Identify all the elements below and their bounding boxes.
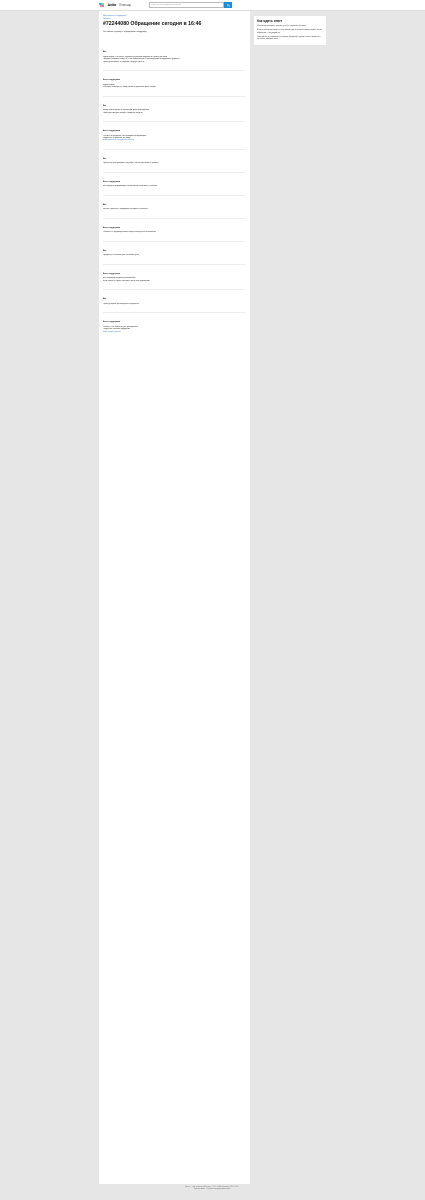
message-line: Мы передали информацию специалистам и вернёмся с ответом. xyxy=(103,185,158,188)
avito-logo-icon xyxy=(99,3,106,8)
message-author: Вы xyxy=(103,157,107,160)
message-item xyxy=(103,289,246,312)
message-line: Продавец отправил товар не в той комплектации, а при получении обнаружились дефекты. xyxy=(103,58,180,61)
message-line: Номер заказа указан в обращении, фото прикладываю. xyxy=(103,109,150,112)
message-line: Здравствуйте, я осталась недовольна работой продавца и службы доставки. xyxy=(103,55,168,58)
message-line: Спасибо, что написали, уже разбираемся. xyxy=(103,325,139,328)
sidebar-paragraph: Пожалуйста, не отправляйте несколько обращений с одним и тем же вопросом — это только замедлит ответ. xyxy=(257,35,322,41)
message-author: Вы xyxy=(103,249,107,252)
message-item xyxy=(103,172,246,195)
message-item xyxy=(103,43,246,70)
page-footer xyxy=(99,1187,325,1191)
message-item xyxy=(103,70,246,95)
breadcrumb-link[interactable]: Запросы xyxy=(103,17,111,20)
message-line: Прошу ускорить рассмотрение обращения. xyxy=(103,302,140,305)
sidebar-title: Как ждать ответ xyxy=(257,19,283,23)
page-title: #72244080 Обращение сегодня в 16:46 xyxy=(103,21,202,28)
message-item xyxy=(103,121,246,149)
avito-logo[interactable] xyxy=(99,3,131,8)
message-line: Как мне связаться с продавцом, который не отвечает? xyxy=(103,208,149,211)
message-line: Прошу рассмотреть вопрос о возврате средств. xyxy=(103,111,143,114)
message-line: Подробнее о правилах доставки: xyxy=(103,136,131,139)
breadcrumb-link[interactable]: Мои вопросы в поддержку xyxy=(103,15,127,17)
sidebar-paragraph: Обычно мы отвечаем в течение суток (но стараемся быстрее). xyxy=(257,25,307,27)
message-line: Подробнее о работе поддержки: xyxy=(103,328,131,331)
ticket-thread xyxy=(99,11,250,1184)
page-lead: Это личная страница с обращением в поддержку. xyxy=(103,30,147,33)
message-author: Вы xyxy=(103,298,107,301)
message-line: Спасибо за ожидание, мы проверили информацию. xyxy=(103,134,147,137)
sidebar-info xyxy=(254,16,326,45)
message-item xyxy=(103,149,246,172)
logo-text: Avito xyxy=(107,2,117,7)
message-item xyxy=(103,264,246,289)
message-list xyxy=(103,43,246,340)
message-line: Мы направили продавцу напоминание. xyxy=(103,277,136,280)
sidebar-paragraph: Если вы забыли рассказать что-то важное, просто оставьте комментарий в том же обращении — мы увидим его. xyxy=(257,29,322,34)
footer-links[interactable]: Правила Авито · Политика конфиденциальности xyxy=(193,1189,231,1191)
logo-subtitle: Помощь xyxy=(118,2,132,7)
message-author: Вы xyxy=(103,203,107,206)
top-header xyxy=(0,0,425,11)
search-button[interactable] xyxy=(224,2,232,8)
message-line: Если ответа не будет, сообщите нам в этом обращении. xyxy=(103,279,150,282)
breadcrumb xyxy=(103,15,246,20)
footer-copyright: Авито — сайт объявлений России. © ООО «КЕХ еКоммерц» 2007–2024. xyxy=(185,1187,239,1188)
message-line: Прошу разобраться в ситуации и вернуть деньги. xyxy=(103,60,145,63)
search-icon xyxy=(227,4,230,7)
message-item xyxy=(103,96,246,121)
message-author: Агент поддержки xyxy=(103,226,121,229)
message-line: Уточните, пожалуйста, номер заказа и приложите фото товара. xyxy=(103,86,157,89)
message-line: Продавец не отвечает уже несколько дней. xyxy=(103,254,140,257)
message-item xyxy=(103,218,246,241)
message-link[interactable]: https://www.avito.ru/legal/rules/delivery xyxy=(103,139,134,142)
message-author: Агент поддержки xyxy=(103,321,121,324)
message-line: Здравствуйте, xyxy=(103,83,115,86)
message-link[interactable]: https://support.avito.ru xyxy=(103,330,121,333)
message-line: Прошу ещё раз проверить ситуацию, так как проблема не решена. xyxy=(103,162,159,165)
message-author: Агент поддержки xyxy=(103,129,121,132)
message-item xyxy=(103,312,246,340)
search-input[interactable]: Поиск по всем вопросам и ответам xyxy=(149,2,224,8)
message-author: Вы xyxy=(103,104,107,107)
message-author: Агент поддержки xyxy=(103,272,121,275)
message-author: Вы xyxy=(103,51,107,54)
message-item xyxy=(103,195,246,218)
message-item xyxy=(103,241,246,264)
message-line: Связаться с продавцом можно через сообщения в объявлении. xyxy=(103,231,157,234)
message-author: Агент поддержки xyxy=(103,180,121,183)
message-author: Агент поддержки xyxy=(103,79,121,82)
